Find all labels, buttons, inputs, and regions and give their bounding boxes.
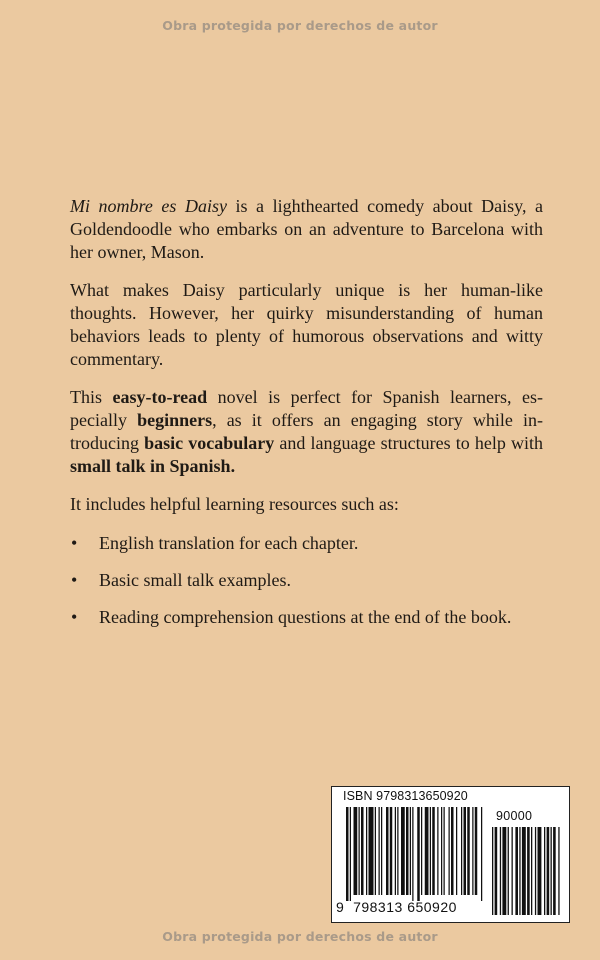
addon-bar <box>512 827 513 915</box>
addon-bar <box>551 827 552 915</box>
list-item-text: English translation for each chapter. <box>99 533 359 553</box>
barcode-bar <box>369 807 374 895</box>
description-paragraph-audience <box>70 386 543 478</box>
addon-bar <box>492 827 493 915</box>
bullet-icon: • <box>71 533 78 553</box>
addon-bar <box>547 827 550 915</box>
barcode-bar <box>412 807 413 901</box>
addon-bar <box>535 827 536 915</box>
barcode-bar <box>401 807 405 895</box>
ean-first-digit: 9 <box>336 899 345 915</box>
barcode-bar <box>397 807 398 895</box>
resources-list <box>70 532 543 629</box>
addon-bar <box>522 827 526 915</box>
description-paragraph-intro <box>70 195 543 264</box>
barcode-bar <box>406 807 409 895</box>
addon-bar <box>500 827 501 915</box>
barcode-bar <box>461 807 462 895</box>
addon-bar <box>553 827 556 915</box>
audience-bold-vocabulary: basic vocabulary <box>144 433 275 453</box>
barcode-bar <box>481 807 482 901</box>
addon-bar <box>544 827 545 915</box>
list-item-text: Reading comprehension questions at the end of the book. <box>99 607 512 627</box>
barcode-bar <box>417 807 420 901</box>
ean-group-1: 798313 <box>353 899 403 915</box>
addon-bar <box>527 827 530 915</box>
audience-text-2: novel is perfect for Spanish learners, especially <box>70 387 543 430</box>
price-code-label: 90000 <box>496 809 533 823</box>
list-item-text: Basic small talk examples. <box>99 570 291 590</box>
description-paragraph-character: What makes Daisy particularly unique is her human-like thoughts. However, her quirky misunderstanding of human behaviors leads to plenty of humorous observations and witty commentary. <box>70 280 543 369</box>
barcode-bar <box>464 807 467 895</box>
audience-bold-beginners: beginners <box>137 410 213 430</box>
audience-text-3: , as it offers an engaging story while introducing <box>70 410 543 453</box>
barcode-bar <box>456 807 457 895</box>
barcode-bar <box>390 807 393 895</box>
addon-bar <box>519 827 520 915</box>
barcode-bar <box>437 807 438 895</box>
barcode-bar <box>449 807 450 895</box>
barcode-bar <box>346 807 349 901</box>
list-item <box>70 532 543 555</box>
barcode-bar <box>375 807 376 895</box>
book-description <box>70 195 543 643</box>
addon-bar <box>515 827 518 915</box>
intro-text: is a lighthearted comedy about Daisy, a Goldendoodle who embarks on an adventure to Barcelona with her owner, Mason. <box>70 196 544 262</box>
addon-bar <box>508 827 509 915</box>
audience-bold-small-talk: small talk in Spanish. <box>70 456 236 476</box>
barcode-bar <box>475 807 478 895</box>
barcode-bar <box>467 807 470 895</box>
addon-bar <box>502 827 506 915</box>
list-item <box>70 606 543 629</box>
description-paragraph-resources: It includes helpful learning resources such as: <box>70 494 399 514</box>
bullet-icon: • <box>71 570 78 590</box>
barcode-bar <box>354 807 358 895</box>
barcode-bar <box>366 807 367 895</box>
isbn-number-label: ISBN 9798313650920 <box>343 789 468 803</box>
barcode-bar <box>386 807 389 895</box>
barcode-bar <box>350 807 351 901</box>
barcode-bar <box>432 807 435 895</box>
ean-group-2: 650920 <box>407 899 457 915</box>
barcode-bar <box>430 807 431 895</box>
audience-bold-easy-to-read: easy-to-read <box>112 387 208 407</box>
barcode-bar <box>472 807 473 895</box>
barcode-bar <box>379 807 380 895</box>
barcode-bar <box>410 807 411 895</box>
isbn-barcode <box>331 786 570 923</box>
barcode-bar <box>425 807 429 895</box>
list-item <box>70 569 543 592</box>
barcode-bar <box>441 807 442 895</box>
addon-bar <box>538 827 542 915</box>
ean-digits-label <box>336 899 486 915</box>
barcode-bar <box>444 807 445 895</box>
barcode-bar <box>395 807 396 895</box>
addon-bar <box>531 827 532 915</box>
addon-bar <box>558 827 559 915</box>
book-title: Mi nombre es Daisy <box>70 196 227 216</box>
copyright-watermark-top: Obra protegida por derechos de autor <box>162 18 438 33</box>
addon-bar <box>495 827 498 915</box>
audience-text-1: This <box>70 387 113 407</box>
copyright-watermark-bottom: Obra protegida por derechos de autor <box>162 929 438 944</box>
barcode-bar <box>361 807 364 895</box>
barcode-bar <box>421 807 422 895</box>
barcode-bar <box>451 807 454 895</box>
bullet-icon: • <box>71 607 78 627</box>
barcode-bar <box>359 807 360 895</box>
barcode-bar <box>381 807 382 895</box>
audience-text-4: and language structures to help with <box>274 433 543 453</box>
